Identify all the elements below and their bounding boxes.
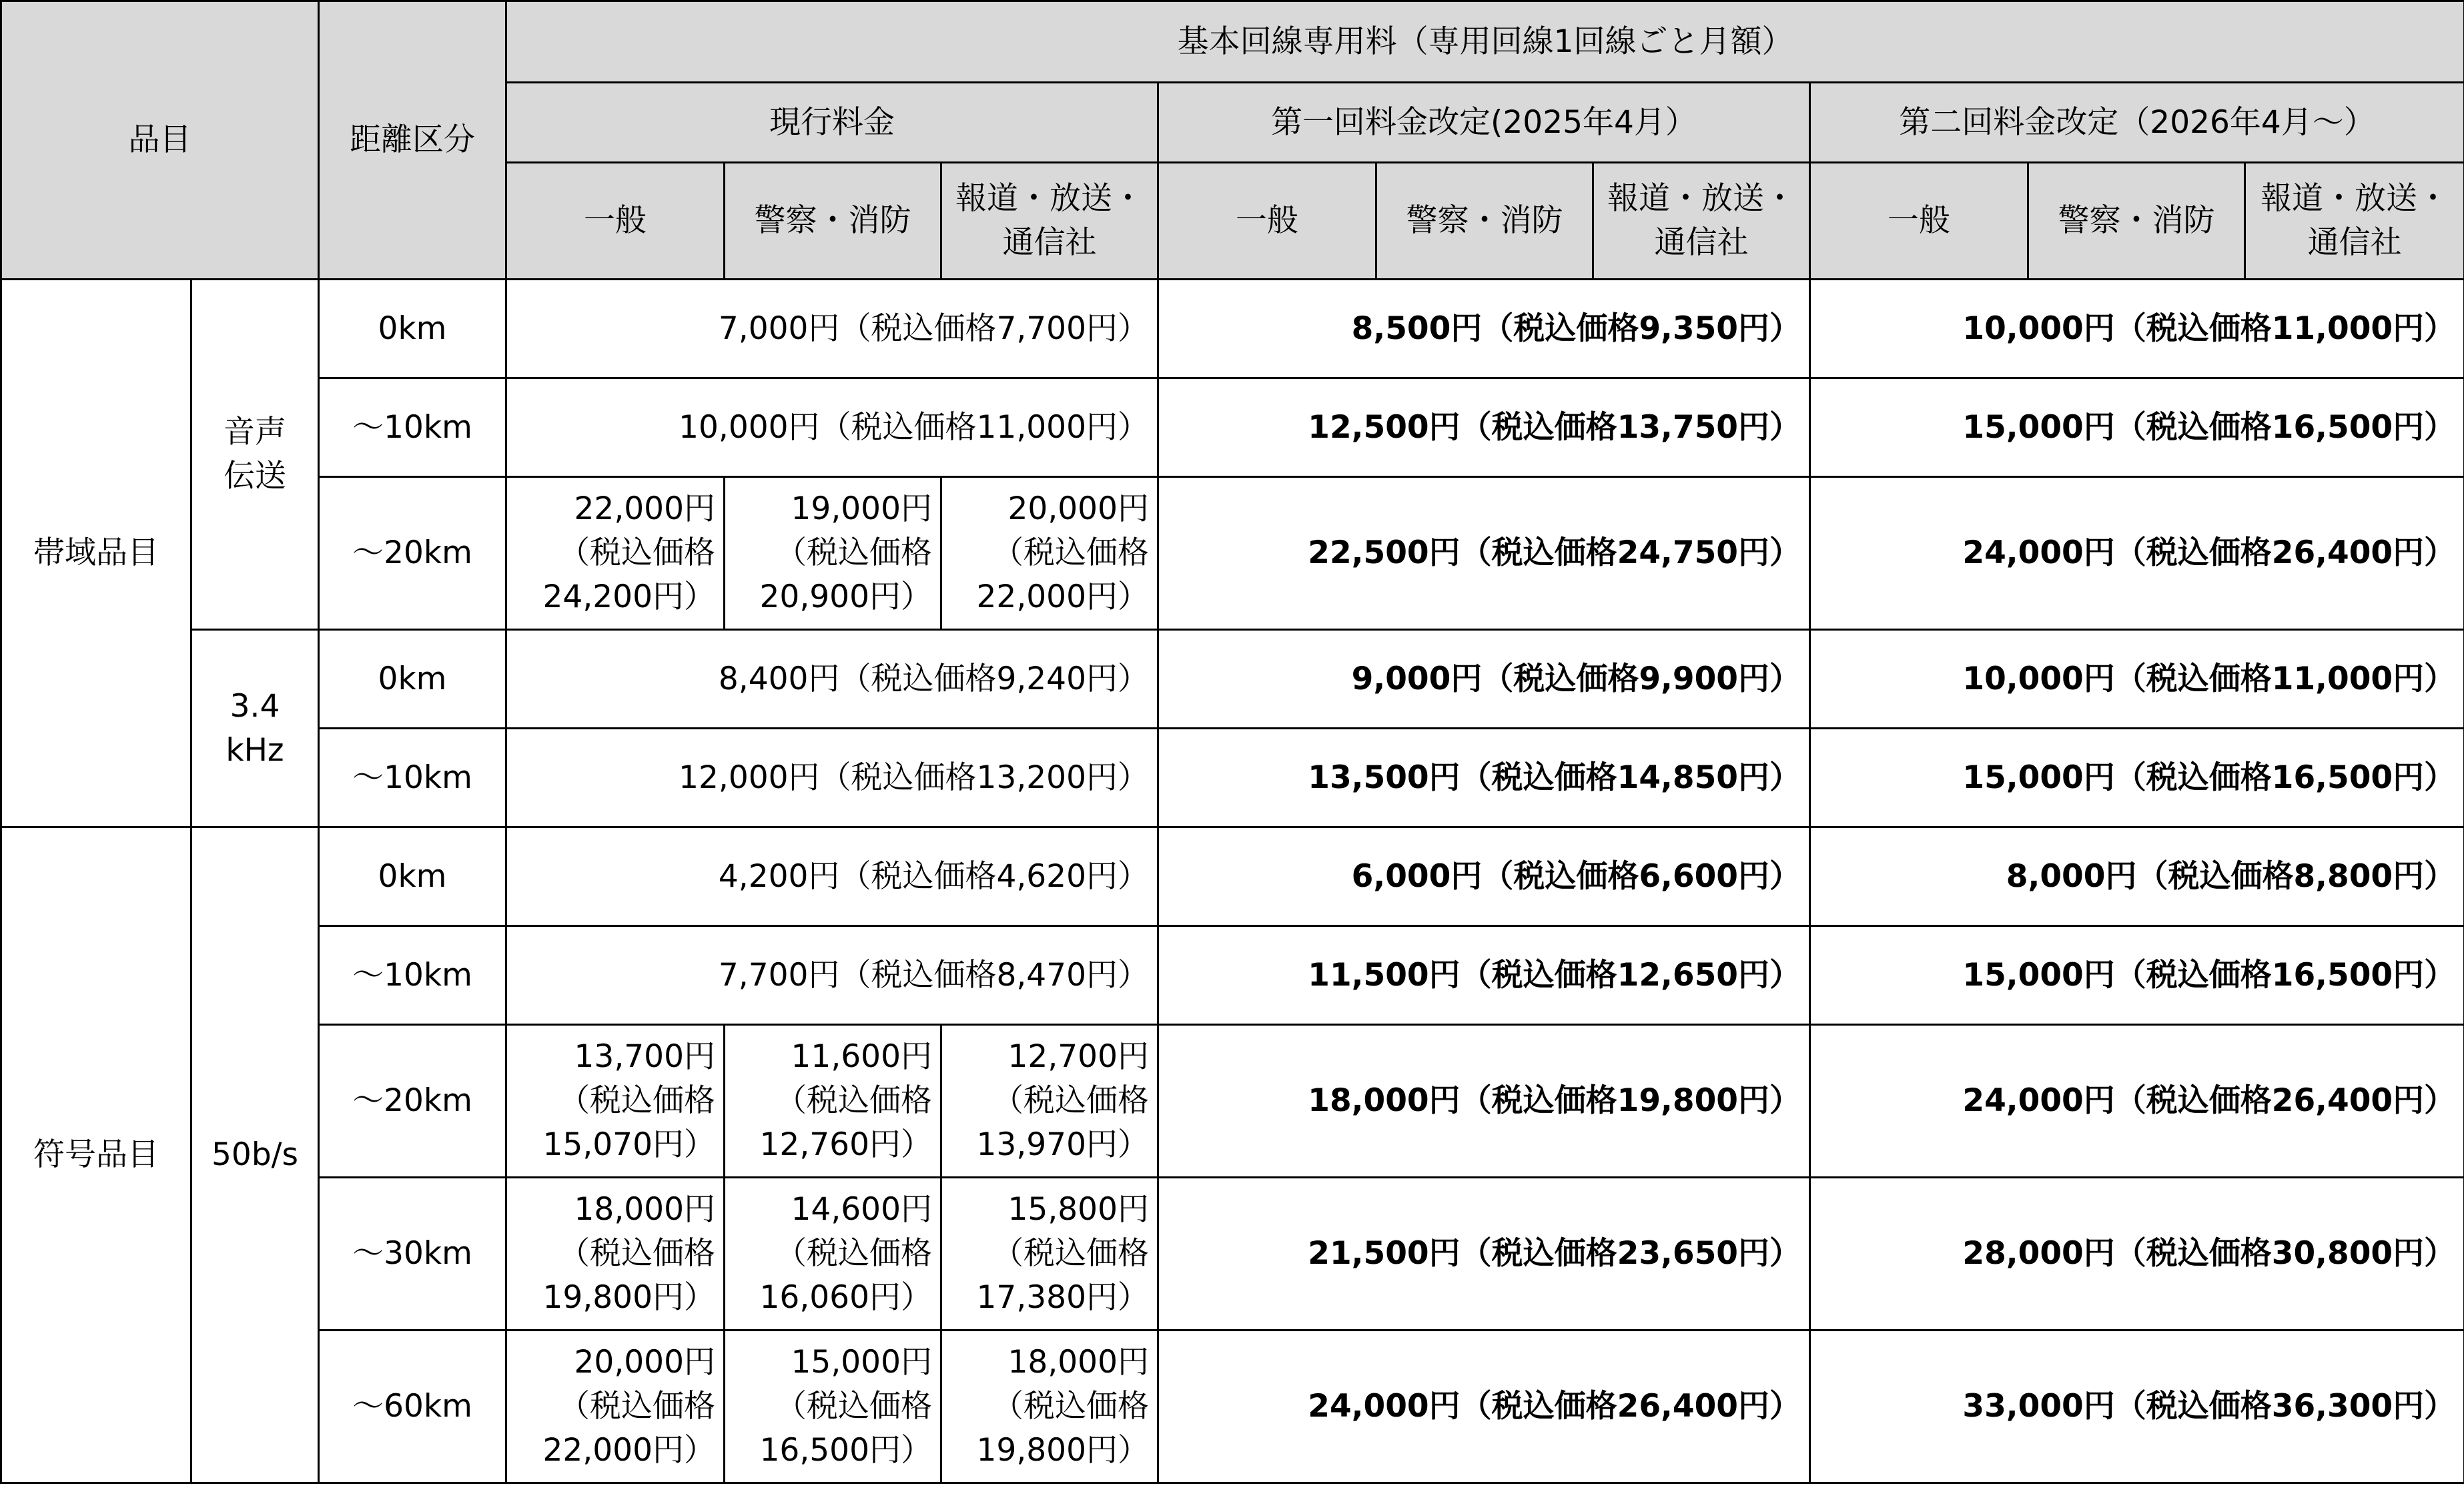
- item-header: 品目: [1, 1, 319, 280]
- distance-cell: 0km: [319, 280, 506, 378]
- current-fee: 8,400円（税込価格9,240円）: [506, 630, 1158, 729]
- current-fee-press: 18,000円 （税込価格 19,800円）: [941, 1331, 1158, 1483]
- general-header: 一般: [1810, 163, 2028, 280]
- rev1-fee: 21,500円（税込価格23,650円）: [1158, 1178, 1810, 1331]
- police-header: 警察・消防: [1376, 163, 1593, 280]
- table-row: [1, 1025, 2464, 1178]
- table-row: [1, 280, 2464, 378]
- general-header: 一般: [506, 163, 725, 280]
- current-fee-general: 22,000円 （税込価格 24,200円）: [506, 477, 725, 630]
- table-row: [1, 827, 2464, 926]
- current-fee-general: 20,000円 （税込価格 22,000円）: [506, 1331, 725, 1483]
- subgroup-voice: 音声 伝送: [191, 280, 319, 630]
- current-fee: 4,200円（税込価格4,620円）: [506, 827, 1158, 926]
- period-rev2-header: 第二回料金改定（2026年4月～）: [1810, 83, 2464, 163]
- rev2-fee: 24,000円（税込価格26,400円）: [1810, 1025, 2464, 1178]
- rev1-fee: 18,000円（税込価格19,800円）: [1158, 1025, 1810, 1178]
- rev1-fee: 24,000円（税込価格26,400円）: [1158, 1331, 1810, 1483]
- current-fee-press: 12,700円 （税込価格 13,970円）: [941, 1025, 1158, 1178]
- table-row: [1, 630, 2464, 729]
- table-row: [1, 477, 2464, 630]
- current-fee-press: 20,000円 （税込価格 22,000円）: [941, 477, 1158, 630]
- period-current-header: 現行料金: [506, 83, 1158, 163]
- current-fee: 7,700円（税込価格8,470円）: [506, 926, 1158, 1025]
- rev2-fee: 33,000円（税込価格36,300円）: [1810, 1331, 2464, 1483]
- table-row: [1, 729, 2464, 827]
- rev2-fee: 24,000円（税込価格26,400円）: [1810, 477, 2464, 630]
- current-fee: 7,000円（税込価格7,700円）: [506, 280, 1158, 378]
- current-fee: 12,000円（税込価格13,200円）: [506, 729, 1158, 827]
- distance-cell: ～30km: [319, 1178, 506, 1331]
- distance-cell: ～10km: [319, 378, 506, 477]
- police-header: 警察・消防: [2028, 163, 2245, 280]
- current-fee-general: 18,000円 （税込価格 19,800円）: [506, 1178, 725, 1331]
- rev1-fee: 11,500円（税込価格12,650円）: [1158, 926, 1810, 1025]
- table-row: [1, 378, 2464, 477]
- rev2-fee: 10,000円（税込価格11,000円）: [1810, 280, 2464, 378]
- current-fee-police: 19,000円 （税込価格 20,900円）: [725, 477, 941, 630]
- rev2-fee: 15,000円（税込価格16,500円）: [1810, 926, 2464, 1025]
- distance-cell: ～20km: [319, 1025, 506, 1178]
- police-header: 警察・消防: [725, 163, 941, 280]
- rev1-fee: 6,000円（税込価格6,600円）: [1158, 827, 1810, 926]
- distance-cell: ～60km: [319, 1331, 506, 1483]
- distance-cell: ～20km: [319, 477, 506, 630]
- current-fee-press: 15,800円 （税込価格 17,380円）: [941, 1178, 1158, 1331]
- distance-cell: ～10km: [319, 926, 506, 1025]
- rev2-fee: 15,000円（税込価格16,500円）: [1810, 378, 2464, 477]
- rev1-fee: 9,000円（税込価格9,900円）: [1158, 630, 1810, 729]
- press-header: 報道・放送・ 通信社: [941, 163, 1158, 280]
- current-fee-general: 13,700円 （税込価格 15,070円）: [506, 1025, 725, 1178]
- subgroup-bps: 50b/s: [191, 827, 319, 1483]
- current-fee-police: 14,600円 （税込価格 16,060円）: [725, 1178, 941, 1331]
- rev2-fee: 15,000円（税込価格16,500円）: [1810, 729, 2464, 827]
- table-row: [1, 926, 2464, 1025]
- current-fee-police: 11,600円 （税込価格 12,760円）: [725, 1025, 941, 1178]
- period-rev1-header: 第一回料金改定(2025年4月）: [1158, 83, 1810, 163]
- table-row: [1, 1178, 2464, 1331]
- general-header: 一般: [1158, 163, 1376, 280]
- group-code: 符号品目: [1, 827, 191, 1483]
- distance-cell: ～10km: [319, 729, 506, 827]
- rev2-fee: 8,000円（税込価格8,800円）: [1810, 827, 2464, 926]
- press-header: 報道・放送・ 通信社: [2245, 163, 2464, 280]
- current-fee-police: 15,000円 （税込価格 16,500円）: [725, 1331, 941, 1483]
- rev2-fee: 10,000円（税込価格11,000円）: [1810, 630, 2464, 729]
- subgroup-khz: 3.4 kHz: [191, 630, 319, 827]
- distance-cell: 0km: [319, 630, 506, 729]
- rev1-fee: 12,500円（税込価格13,750円）: [1158, 378, 1810, 477]
- current-fee: 10,000円（税込価格11,000円）: [506, 378, 1158, 477]
- rev2-fee: 28,000円（税込価格30,800円）: [1810, 1178, 2464, 1331]
- main-header: 基本回線専用料（専用回線1回線ごと月額）: [506, 1, 2464, 83]
- group-band: 帯域品目: [1, 280, 191, 827]
- table-row: [1, 1331, 2464, 1483]
- distance-cell: 0km: [319, 827, 506, 926]
- rev1-fee: 8,500円（税込価格9,350円）: [1158, 280, 1810, 378]
- rev1-fee: 22,500円（税込価格24,750円）: [1158, 477, 1810, 630]
- distance-header: 距離区分: [319, 1, 506, 280]
- rev1-fee: 13,500円（税込価格14,850円）: [1158, 729, 1810, 827]
- press-header: 報道・放送・ 通信社: [1593, 163, 1810, 280]
